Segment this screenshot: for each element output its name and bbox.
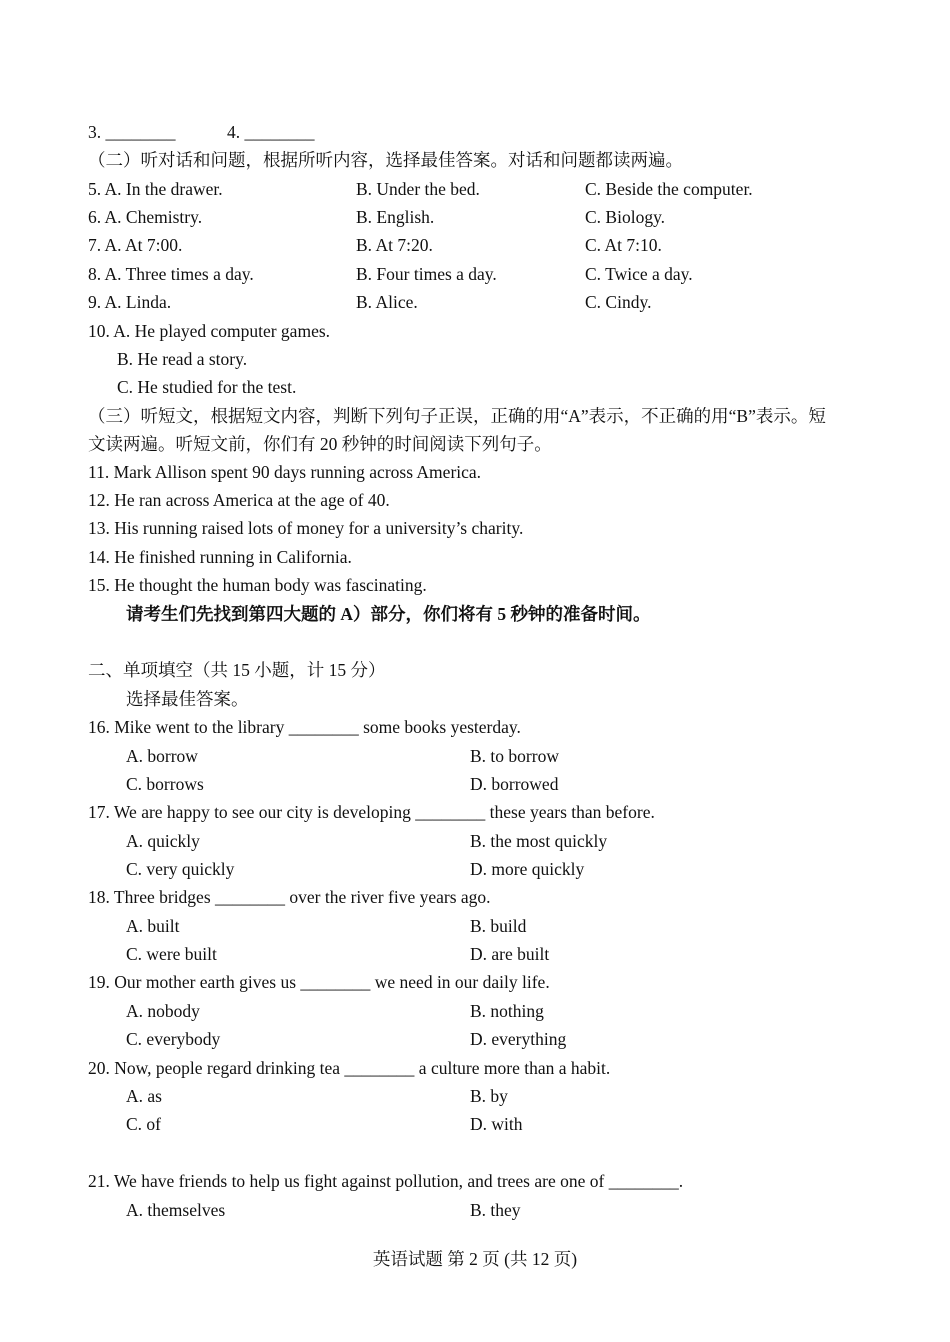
q17-option-c: C. very quickly [126,859,235,879]
answer-blank-3: 3. ________ [88,122,176,142]
q6-option-b: B. English. [356,207,435,227]
q21-stem: 21. We have friends to help us fight against pollution, and trees are one of ________. [88,1171,684,1191]
q21-option-a: A. themselves [126,1200,226,1220]
q16-stem: 16. Mike went to the library ________ some books yesterday. [88,717,521,737]
q17-stem: 17. We are happy to see our city is developing ________ these years than before. [88,802,655,822]
q7-option-a: 7. A. At 7:00. [88,235,183,255]
q19-option-a: A. nobody [126,1001,200,1021]
q10-option-a: 10. A. He played computer games. [88,321,331,341]
statement-11: 11. Mark Allison spent 90 days running across America. [88,462,482,482]
q17-option-b: B. the most quickly [470,831,608,851]
section-3-heading-line2: 文读两遍。听短文前，你们有 20 秒钟的时间阅读下列句子。 [88,434,552,454]
q10-option-c: C. He studied for the test. [117,377,297,397]
statement-13: 13. His running raised lots of money for a university’s charity. [88,518,524,538]
q16-option-b: B. to borrow [470,746,559,766]
q20-option-c: C. of [126,1114,161,1134]
q17-option-d: D. more quickly [470,859,585,879]
q8-option-a: 8. A. Three times a day. [88,264,254,284]
page-footer: 英语试题 第 2 页 (共 12 页) [372,1249,578,1269]
q20-stem: 20. Now, people regard drinking tea ________ a culture more than a habit. [88,1058,611,1078]
q18-option-a: A. built [126,916,180,936]
q5-option-c: C. Beside the computer. [585,179,753,199]
statement-15: 15. He thought the human body was fascinating. [88,575,427,595]
q17-option-a: A. quickly [126,831,200,851]
section-2-heading: （二）听对话和问题，根据所听内容，选择最佳答案。对话和问题都读两遍。 [88,150,683,170]
statement-14: 14. He finished running in California. [88,547,352,567]
q16-option-d: D. borrowed [470,774,559,794]
q19-option-b: B. nothing [470,1001,544,1021]
q7-option-b: B. At 7:20. [356,235,433,255]
q18-option-c: C. were built [126,944,217,964]
part2-title: 二、单项填空（共 15 小题，计 15 分） [88,660,386,680]
q20-option-a: A. as [126,1086,162,1106]
q9-option-c: C. Cindy. [585,292,652,312]
preparation-notice: 请考生们先找到第四大题的 A）部分，你们将有 5 秒钟的准备时间。 [126,604,651,624]
q8-option-c: C. Twice a day. [585,264,693,284]
answer-blank-4: 4. ________ [227,122,315,142]
q9-option-b: B. Alice. [356,292,418,312]
q8-option-b: B. Four times a day. [356,264,497,284]
q20-option-d: D. with [470,1114,523,1134]
q19-option-c: C. everybody [126,1029,221,1049]
q19-option-d: D. everything [470,1029,567,1049]
q21-option-b: B. they [470,1200,521,1220]
q6-option-a: 6. A. Chemistry. [88,207,203,227]
q10-option-b: B. He read a story. [117,349,248,369]
q7-option-c: C. At 7:10. [585,235,662,255]
q19-stem: 19. Our mother earth gives us ________ we need in our daily life. [88,972,550,992]
q18-option-d: D. are built [470,944,550,964]
q5-option-a: 5. A. In the drawer. [88,179,223,199]
statement-12: 12. He ran across America at the age of 40. [88,490,390,510]
section-3-heading-line1: （三）听短文，根据短文内容，判断下列句子正误，正确的用“A”表示，不正确的用“B”表示。短 [88,406,826,426]
q16-option-a: A. borrow [126,746,198,766]
q18-stem: 18. Three bridges ________ over the river five years ago. [88,887,491,907]
q9-option-a: 9. A. Linda. [88,292,172,312]
part2-instruction: 选择最佳答案。 [126,689,249,709]
q20-option-b: B. by [470,1086,508,1106]
q16-option-c: C. borrows [126,774,204,794]
q5-option-b: B. Under the bed. [356,179,480,199]
q6-option-c: C. Biology. [585,207,666,227]
q18-option-b: B. build [470,916,527,936]
